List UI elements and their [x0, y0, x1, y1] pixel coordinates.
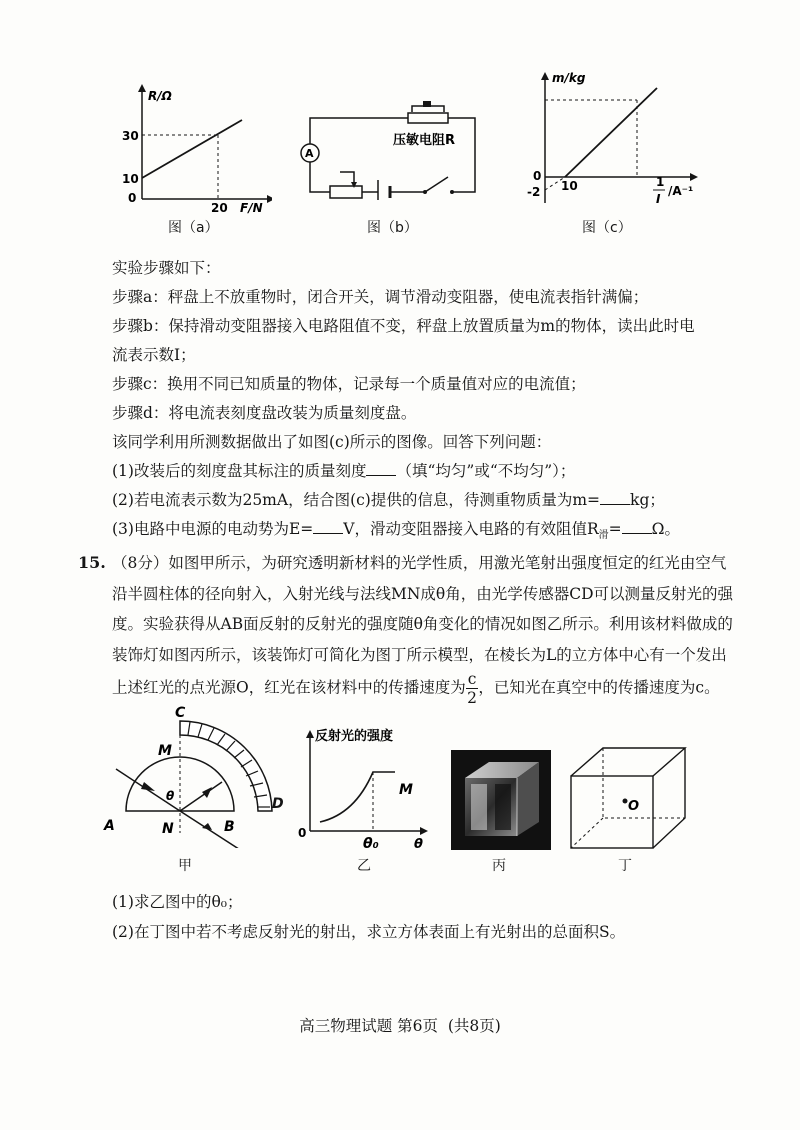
q3-sub: 滑: [598, 530, 609, 542]
q2-blank[interactable]: [600, 490, 630, 505]
q3-text-a: (3)电路中电源的电动势为E=: [112, 520, 314, 538]
c-tick-10: 10: [561, 179, 578, 193]
caption-c: 图（c）: [582, 220, 632, 236]
q2-text-b: kg；: [630, 491, 665, 509]
b-ammeter: A: [305, 147, 314, 160]
yi-origin: 0: [298, 826, 307, 840]
q15-tail: ，已知光在真空中的传播速度为c。: [478, 678, 720, 697]
a-xlabel: F/N: [240, 201, 263, 214]
jia-B: B: [224, 819, 235, 835]
step-c: 步骤c：换用不同已知质量的物体，记录每一个质量值对应的电流值；: [112, 375, 586, 393]
caption-bing: 丙: [492, 858, 506, 874]
c-tick-0: 0: [533, 169, 542, 183]
figure-yi: [295, 724, 435, 852]
q3-text-d: Ω。: [651, 520, 680, 538]
yi-M: M: [399, 782, 413, 798]
caption-a: 图（a）: [168, 220, 219, 236]
q1-text-b: （填“均匀”或“不均匀”）；: [396, 462, 576, 480]
question-intro: 该同学利用所测数据做出了如图(c)所示的图像。回答下列问题：: [112, 433, 552, 451]
a-tick-10: 10: [122, 172, 139, 186]
caption-yi: 乙: [357, 858, 371, 874]
sub-question-1: (1)求乙图中的θ₀；: [112, 893, 243, 911]
ding-O: O: [628, 799, 640, 814]
figure-b: [300, 100, 485, 200]
c-ylabel: m/kg: [552, 71, 586, 85]
figure-a: [112, 84, 272, 214]
q1-text-a: (1)改装后的刻度盘其标注的质量刻度: [112, 462, 367, 480]
step-d: 步骤d：将电流表刻度盘改装为质量刻度盘。: [112, 404, 417, 422]
figure-bing-photo: [451, 750, 551, 850]
q15-body: [112, 548, 737, 707]
question-2: [112, 490, 665, 510]
jia-D-label: D: [272, 796, 284, 812]
caption-b: 图（b）: [367, 220, 418, 236]
q15-fraction: $\frac{c}{2}$: [467, 670, 477, 707]
q3-text-b: V，滑动变阻器接入电路的有效阻值R: [343, 520, 599, 538]
a-ylabel: R/Ω: [148, 89, 172, 103]
c-x-den: I: [656, 192, 661, 206]
q15-number: 15.: [78, 553, 106, 572]
sub-question-2: (2)在丁图中若不考虑反射光的射出，求立方体表面上有光射出的总面积S。: [112, 923, 626, 941]
caption-ding: 丁: [618, 858, 632, 874]
steps-intro: 实验步骤如下：: [112, 259, 221, 277]
a-tick-30: 30: [122, 129, 139, 143]
caption-jia: 甲: [178, 858, 192, 874]
jia-A: A: [104, 818, 115, 834]
jia-theta: θ: [166, 789, 175, 803]
figure-ding: [565, 746, 690, 851]
question-3: [112, 519, 680, 546]
jia-N: N: [162, 821, 174, 837]
q2-text-a: (2)若电流表示数为25mA，结合图(c)提供的信息，待测重物质量为m=: [112, 491, 601, 509]
jia-C: C: [175, 705, 186, 721]
yi-theta: θ: [414, 837, 423, 852]
figure-c: [525, 68, 710, 210]
step-b-line2: 流表示数I；: [112, 346, 196, 364]
a-tick-20: 20: [211, 201, 228, 214]
q1-blank[interactable]: [366, 461, 396, 476]
a-origin: 0: [128, 191, 137, 205]
q3-blank-e[interactable]: [313, 519, 343, 534]
c-tick-neg2: -2: [527, 185, 541, 199]
yi-ylabel: 反射光的强度: [315, 729, 394, 744]
q3-blank-r[interactable]: [622, 519, 652, 534]
jia-M: M: [158, 743, 172, 759]
step-a: 步骤a：秤盘上不放重物时，闭合开关，调节滑动变阻器，使电流表指针满偏；: [112, 288, 649, 306]
c-x-unit: /A⁻¹: [668, 184, 694, 198]
yi-theta0: θ₀: [363, 836, 379, 852]
question-1: [112, 461, 575, 481]
page-footer: 高三物理试题 第6页 (共8页): [299, 1017, 501, 1035]
figure-jia: [98, 703, 273, 848]
q3-text-c: =: [608, 520, 622, 538]
c-x-num: 1: [656, 175, 665, 189]
q15-text: （8分）如图甲所示，为研究透明新材料的光学性质，用激光笔射出强度恒定的红光由空气沿半圆柱体的径向射入，入射光线与法线MN成θ角，由光学传感器CD可以测量反射光的强度。实验获得从AB面反射的反射光的强度随θ角变化的情况如图乙所示。利用该材料做成的装饰灯如图丙所示，该装饰灯可简化为图丁所示模型，在棱长为L的立方体中心有一个发出上述红光的点光源O，红光在该材料中的传播速度为: [112, 554, 734, 697]
b-resistor-label: 压敏电阻R: [393, 133, 456, 148]
step-b-line1: 步骤b：保持滑动变阻器接入电路阻值不变，秤盘上放置质量为m的物体，读出此时电: [112, 317, 695, 335]
